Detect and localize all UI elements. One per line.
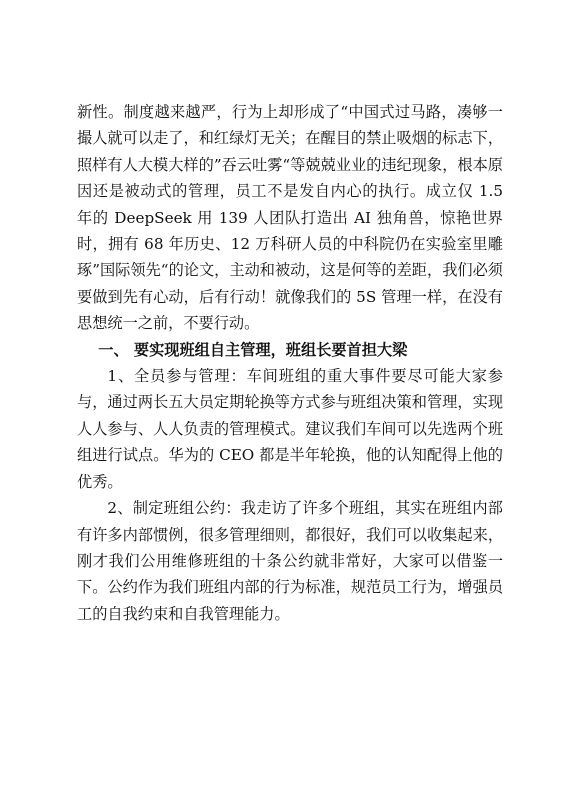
paragraph-team-convention: 2、制定班组公约：我走访了许多个班组，其实在班组内部有许多内部惯例，很多管理细则，都很好，我们可以收集起来，刚才我们公用维修班组的十条公约就非常好，大家可以借鉴一下。公约作为我们班组内部的行为标准，规范员工行为，增强员工的自我约束和自我管理能力。 [77,499,503,623]
document-body [77,99,503,627]
paragraph-full-participation: 1、全员参与管理：车间班组的重大事件要尽可能大家参与，通过两长五大员定期轮换等方式参与班组决策和管理，实现人人参与、人人负责的管理模式。建议我们车间可以先选两个班组进行试点。华为的 CEO 都是半年轮换，他的认知配得上他的优秀。 [77,367,503,491]
section-heading: 一、 要实现班组自主管理，班组长要首担大梁 [98,340,408,359]
paragraph-continuation: 新性。制度越来越严，行为上却形成了“中国式过马路，凑够一撮人就可以走了，和红绿灯无关；在醒目的禁止吸烟的标志下，照样有人大模大样的”吞云吐雾“等兢兢业业的违纪现象，根本原因还是被动式的管理，员工不是发自内心的执行。成立仅 1.5 年的 DeepSeek 用 139 人团队打造出 AI 独角兽，惊艳世界时，拥有 68 年历史、12 万科研人员的中科院仍在实验室里雕琢”国际领先“的论文，主动和被动，这是何等的差距，我们必须要做到先有心动，后有行动！就像我们的 5S 管理一样，在没有思想统一之前，不要行动。 [77,103,503,333]
